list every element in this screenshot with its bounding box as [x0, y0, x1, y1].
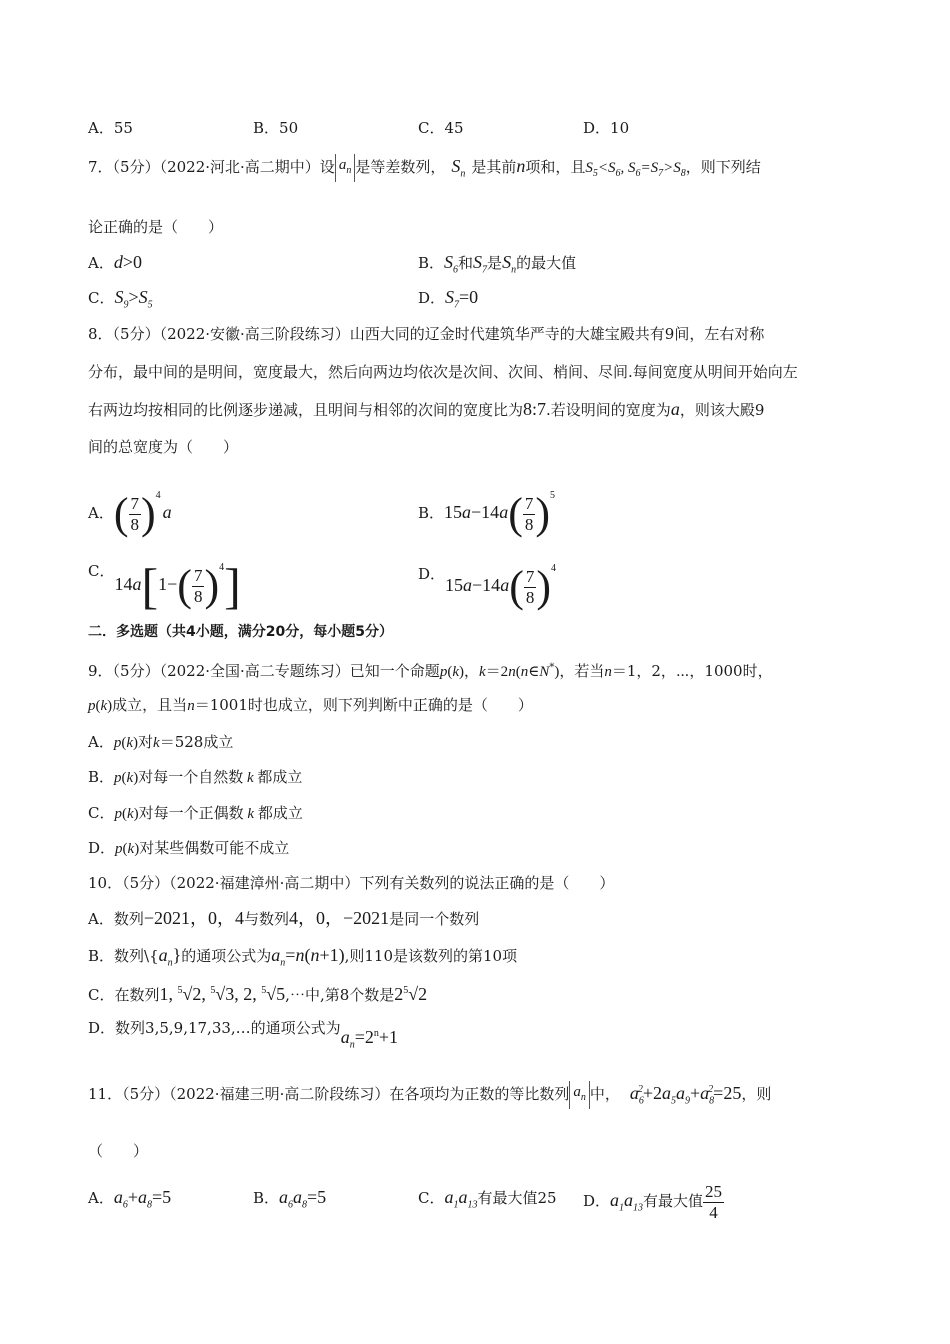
q11-option-c: C．$a_1a_{13}$有最大值25: [418, 1187, 557, 1211]
q7-b-text2: 是: [487, 254, 503, 272]
q7-c-label: C．: [88, 289, 115, 307]
q11-b-label: B．: [253, 1189, 280, 1207]
q8-var-a: a: [670, 399, 680, 419]
q7-b-label: B．: [418, 254, 445, 272]
q8-option-a: A．( $\frac{7}{8}$ )$^4$a: [88, 489, 172, 538]
q10-line1: 10．（5分）（2022·福建漳州·高二期中）下列有关数列的说法正确的是（ ）: [88, 874, 615, 892]
q7-stem-text3: 项和，且: [525, 158, 586, 176]
q9-line2: p(k)成立，且当n＝1001时也成立，则下列判断中正确的是（ ）: [88, 696, 533, 714]
q7-option-a: A．d>0: [88, 252, 142, 272]
q7-n: n: [516, 156, 526, 176]
q7-stem-line2: 论正确的是（ ）: [88, 218, 224, 236]
q10-a-text2: 与数列: [244, 910, 290, 928]
q11-d-text: 有最大值: [643, 1192, 704, 1210]
q10-c-text1: 在数列: [114, 986, 160, 1004]
q8-line3-text2: .若设明间的宽度为: [546, 401, 671, 419]
q11-option-a: A．$a_6+a_8=5$: [88, 1187, 172, 1211]
q11-c-label: C．: [418, 1189, 445, 1207]
q10-a-seq2: 4，0，−2021: [289, 908, 390, 928]
q8-line3: [88, 399, 764, 420]
q7-d-label: D．: [418, 289, 446, 307]
q10-b-text1: 数列\{: [114, 947, 159, 965]
q11-a-label: A．: [88, 1189, 114, 1207]
q6-option-b: B．50: [253, 119, 299, 137]
q10-option-b: B．数列$\backslash\{a_n\}$的通项公式为$a_n=n(n+1)$,则110是该数列的第10项: [88, 945, 518, 969]
q9-line1-text1: 9．（5分）（2022·全国·高二专题练习）已知一个命题: [88, 662, 440, 680]
q9-d-text1: 对某些偶数可能不成立: [139, 839, 290, 857]
q9-b-text2: 都成立: [257, 768, 303, 786]
section-title: 二．多选题（共4小题，满分20分，每小题5分）: [88, 624, 393, 640]
q7-b-text3: 的最大值: [516, 254, 577, 272]
q9-line1-text2: ，若当: [559, 662, 605, 680]
q10-option-c: C．在数列1, $^5$√2, $^5$√3, 2, $^5$√5,⋯中,第8个数是$2^5√2$: [88, 984, 428, 1004]
q7-seq-an: $a_n$: [335, 154, 356, 182]
q10-b-text3: ,则110是该数列的第10项: [344, 947, 518, 965]
q9-option-c: C．p(k)对每一个正偶数 k 都成立: [88, 804, 303, 822]
q7-stem: [88, 154, 761, 185]
q6-option-d: D．10: [583, 119, 630, 137]
q9-c-label: C．: [88, 804, 115, 822]
q9-a-text2: ＝528成立: [159, 733, 234, 751]
q7-option-b: B．$S_6$和$S_7$是$S_n$的最大值: [418, 252, 577, 276]
q8-d-label: D．: [418, 565, 446, 583]
q8-b-label: B．: [418, 504, 445, 522]
q11-line1-text3: ，则: [741, 1085, 772, 1103]
q7-a-label: A．: [88, 254, 114, 272]
q8-c-label: C．: [88, 562, 115, 580]
q9-d-label: D．: [88, 839, 116, 857]
q9-line2-text1: 成立，且当: [112, 696, 188, 714]
q7-condition: $S_5<S_6$, $S_6=S_7>S_8$: [585, 160, 686, 179]
q10-a-text3: 是同一个数列: [389, 910, 480, 928]
q8-option-b: B．15a−14a( $\frac{7}{8}$ )$^5$: [418, 489, 555, 538]
q9-b-label: B．: [88, 768, 115, 786]
q7-stem-text1: 是等差数列，: [355, 158, 446, 176]
q10-c-text2: ,⋯中,第8个数是: [285, 986, 395, 1004]
q9-line1: 9．（5分）（2022·全国·高二专题练习）已知一个命题p(k)，k＝2n(n∈N*)，若当n＝1，2，⋯，1000时，: [88, 662, 773, 680]
q8-line4: 间的总宽度为（ ）: [88, 438, 239, 456]
q11-line1-text1: 11．（5分）（2022·福建三明·高二阶段练习）在各项均为正数的等比数列: [88, 1085, 570, 1103]
q7-sn: $S_n$: [451, 156, 466, 180]
q8-ratio: 8:7: [523, 399, 547, 419]
q10-option-d: D．数列3,5,9,17,33,…的通项公式为$a_n=2^n+1$: [88, 1019, 398, 1051]
q9-option-d: D．p(k)对某些偶数可能不成立: [88, 839, 290, 857]
q8-line2: 分布，最中间的是明间，宽度最大，然后向两边均依次是次间、次间、梢间、尽间.每间宽度从明间开始向左: [88, 363, 798, 381]
q11-line2: （ ）: [88, 1142, 149, 1160]
q10-d-text1: 数列3,5,9,17,33,…的通项公式为: [115, 1019, 341, 1037]
q7-number: 7．（5分）（2022·河北·高二期中）设: [88, 158, 335, 176]
q10-a-label: A．: [88, 910, 114, 928]
q7-b-text1: 和: [458, 254, 474, 272]
q10-option-a: [88, 908, 479, 929]
q9-line2-text2: ＝1001时也成立，则下列判断中正确的是（ ）: [194, 696, 533, 714]
q10-b-text2: 的通项公式为: [181, 947, 272, 965]
q10-a-text1: 数列: [113, 910, 144, 928]
q9-line1-text3: ＝1，2，⋯，1000时，: [611, 662, 773, 680]
q10-c-label: C．: [88, 986, 115, 1004]
q9-c-text2: 都成立: [257, 804, 303, 822]
q8-line1: 8．（5分）（2022·安徽·高三阶段练习）山西大同的辽金时代建筑华严寺的大雄宝殿共有9间，左右对称: [88, 325, 765, 343]
q7-stem-text2: 是其前: [471, 158, 517, 176]
q9-option-a: A．p(k)对k＝528成立: [88, 733, 234, 751]
q10-d-label: D．: [88, 1019, 116, 1037]
q7-stem-text4: ，则下列结: [685, 158, 761, 176]
q8-line3-text1: 右两边均按相同的比例逐步递减，且明间与相邻的次间的宽度比为: [88, 401, 524, 419]
q11-d-denominator: 4: [709, 1202, 718, 1222]
q9-c-text1: 对每一个正偶数: [138, 804, 244, 822]
q10-a-seq1: −2021，0，4: [143, 908, 245, 928]
q11-line1-text2: 中，: [589, 1085, 620, 1103]
q11-line1: 11．（5分）（2022·福建三明·高二阶段练习）在各项均为正数的等比数列 $a_n$ 中， $a_6^2+2a_5a_9+a_8^2=25$，则: [88, 1080, 771, 1112]
q9-a-text1: 对: [138, 733, 154, 751]
q11-option-b: B．$a_6a_8=5$: [253, 1187, 327, 1211]
q6-option-c: C．45: [418, 119, 464, 137]
q11-d-label: D．: [583, 1192, 611, 1210]
q11-c-text: 有最大值25: [477, 1189, 557, 1207]
q8-a-label: A．: [88, 504, 114, 522]
q8-line3-text3: ，则该大殿9: [679, 401, 765, 419]
q11-d-numerator: 25: [705, 1181, 723, 1201]
q6-option-a: A．55: [88, 119, 133, 137]
q9-a-label: A．: [88, 733, 114, 751]
q10-b-label: B．: [88, 947, 115, 965]
q7-option-c: C．$S_9>S_5$: [88, 287, 153, 311]
q9-option-b: B．p(k)对每一个自然数 k 都成立: [88, 768, 303, 786]
q11-option-d: D．$a_1a_{13}$有最大值 $\frac{25}{4}$: [583, 1181, 723, 1222]
q8-option-d: D．15a−14a( $\frac{7}{8}$ )$^4$: [418, 562, 556, 611]
q7-option-d: D．$S_7=0$: [418, 287, 479, 311]
q9-b-text1: 对每一个自然数: [138, 768, 244, 786]
q8-option-c: C．14a[1−( $\frac{7}{8}$ )$^4$]: [88, 558, 241, 614]
